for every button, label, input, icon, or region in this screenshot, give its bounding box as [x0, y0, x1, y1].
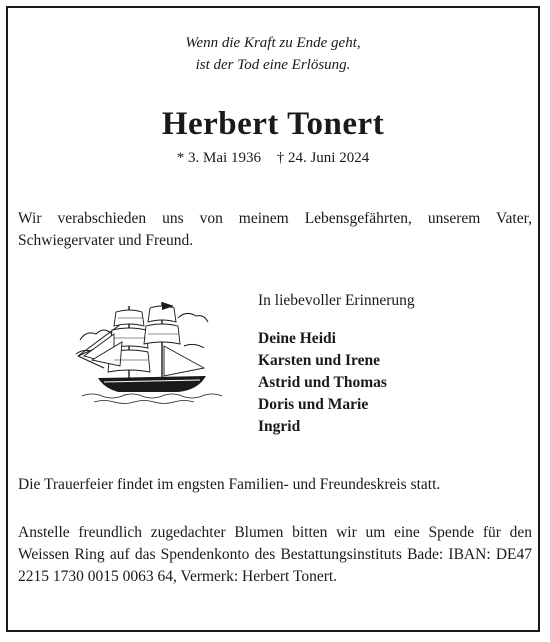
mourner-name: Ingrid: [258, 418, 301, 435]
donation-text: Anstelle freundlich zugedachter Blumen bitten wir um eine Spende für den Weissen Ring auf das Spendenkonto des Bestattungsinstituts Bade: IBAN: DE47 2215 1730 0015 0063 64, Vermerk: Herbert Tonert.: [18, 524, 532, 585]
quote-line-1: Wenn die Kraft zu Ende geht,: [185, 35, 361, 51]
ceremony-text: Die Trauerfeier findet im engsten Familien- und Freundeskreis statt.: [18, 476, 441, 493]
quote-line-2: ist der Tod eine Erlösung.: [195, 57, 351, 73]
mourners-list: [258, 328, 387, 438]
memory-heading: In liebevoller Erinnerung: [258, 292, 415, 309]
obituary-notice: [6, 6, 540, 632]
death-date: † 24. Juni 2024: [276, 150, 370, 166]
farewell-text: Wir verabschieden uns von meinem Lebensgefährten, unserem Vater, Schwiegervater und Freund.: [18, 210, 532, 249]
mourner-name: Deine Heidi: [258, 330, 336, 347]
birth-date: * 3. Mai 1936: [176, 150, 261, 166]
mourner-name: Doris und Marie: [258, 396, 369, 413]
mourner-name: Karsten und Irene: [258, 352, 381, 369]
deceased-name: Herbert Tonert: [161, 106, 385, 142]
life-dates: [8, 150, 538, 167]
quote: [8, 32, 538, 76]
sailing-ship-icon: [74, 298, 224, 406]
mourner-name: Astrid und Thomas: [258, 374, 387, 391]
